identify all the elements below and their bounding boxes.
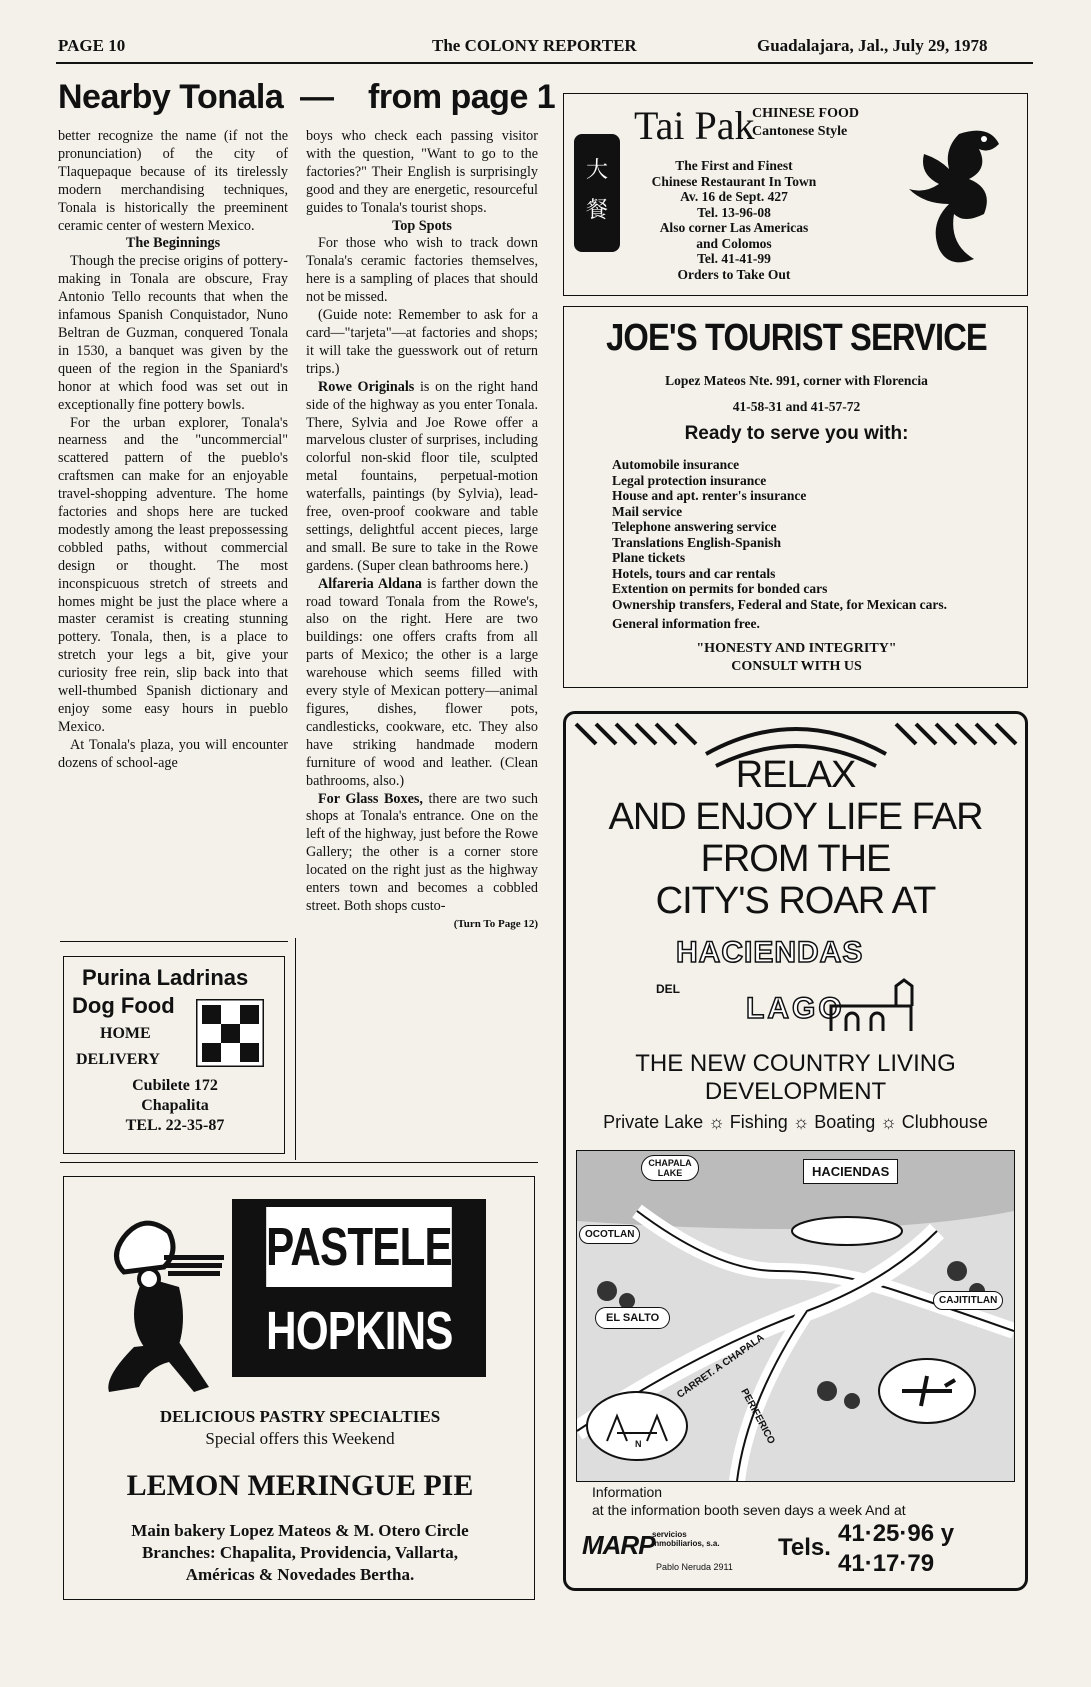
paragraph: Though the precise origins of pottery-making in Tonala are obscure, Fray Antonio Tello recounts that when the infamous Spanish Conquistador, Nuno Beltran de Guzman, conquered Tonala in 1530, a banquet was given by the queen of the region in the Spaniard's honor at which food was set out in exceptionally fine pottery bowls.: [58, 253, 288, 413]
lead-in: Rowe Originals: [318, 378, 415, 395]
pasteles-branches-2: Américas & Novedades Bertha.: [185, 1565, 415, 1584]
tel-1: 41·25·96 y: [838, 1520, 955, 1547]
article-column-2: [306, 128, 538, 934]
joes-consult: CONSULT WITH US: [731, 659, 862, 674]
map-label-carretera: CARRET. A CHAPALA: [675, 1332, 767, 1401]
taipak-line: Also corner Las Americas: [659, 220, 809, 235]
area-map: [576, 1150, 1015, 1482]
service-item: Ownership transfers, Federal and State, for Mexican cars.: [612, 596, 947, 612]
taipak-name: Tai Pak: [634, 103, 755, 148]
taipak-line: Av. 16 de Sept. 427: [680, 189, 788, 204]
joes-ad: [563, 306, 1028, 688]
service-item: Telephone answering service: [612, 519, 777, 534]
haciendas-ad: [563, 711, 1028, 1591]
subhead: The Beginnings: [125, 235, 221, 252]
joes-address: Lopez Mateos Nte. 991, corner with Florencia: [665, 373, 928, 388]
service-item: Automobile insurance: [612, 457, 740, 472]
taipak-line: Tel. 13-96-08: [697, 204, 771, 220]
marp-address: Pablo Neruda 2911: [656, 1562, 733, 1572]
purina-title: Purina Ladrinas: [82, 965, 249, 990]
service-item: Translations English-Spanish: [612, 534, 781, 550]
map-label-cajititlan: CAJITITLAN: [933, 1291, 1003, 1310]
joes-phones: 41-58-31 and 41-57-72: [732, 399, 861, 414]
paragraph: [306, 379, 538, 576]
lead-in: For Glass Boxes,: [318, 790, 423, 807]
section-rule: [60, 1162, 538, 1163]
paragraph: At Tonala's plaza, you will encounter dozens of school-age: [58, 736, 288, 771]
paragraph: [306, 576, 538, 791]
lemon-pie-title: LEMON MERINGUE PIE: [126, 1469, 474, 1502]
map-label-chapala: CHAPALA LAKE: [641, 1155, 699, 1181]
jump-line: (Turn To Page 12): [453, 917, 538, 930]
service-item: Extention on permits for bonded cars: [612, 581, 828, 596]
joes-title: JOE'S TOURIST SERVICE: [606, 317, 987, 359]
headline-line: FROM THE: [700, 838, 891, 880]
taipak-line: and Colomos: [696, 235, 772, 251]
paragraph-text: is farther down the road toward Tonala from the Rowe's, also on the right. Here are two buildings: one offers crafts from all parts of Mexico; the other is a large warehouse which seems filled with every style of Mexican pottery—animal figures, dishes, flower pots, candlesticks, cookware, etc. They also have striking handmade modern furniture of wood and leather. (Clean bathrooms, also.): [306, 575, 538, 789]
column-divider: [295, 938, 296, 1160]
subhead: Top Spots: [392, 217, 452, 234]
paragraph-text: is on the right hand side of the highway as you enter Tonala. There, Sylvia and Joe Rowe offer a marvelous cluster of surprises, including colorful non-skid floor tile, sculpted metal fountains, perpetual-motion waterfalls, paintings (by Sylvia), lead-free, oven-proof cookware and table settings, delightful accent pieces, large and small. Be sure to take in the Rowe gardens. (Super clean bathrooms here.): [306, 378, 539, 574]
purina-delivery: DELIVERY: [76, 1051, 160, 1068]
checkerboard-logo-icon: [196, 999, 264, 1067]
service-item: House and apt. renter's insurance: [612, 488, 807, 503]
article-column-1: [58, 128, 288, 773]
logo-del: DEL: [656, 982, 680, 996]
map-logo-haciendas: HACIENDAS: [803, 1159, 898, 1184]
logo-haciendas: HACIENDAS: [676, 936, 864, 969]
service-item: General information free.: [612, 616, 760, 631]
logo-lago: LAGO: [746, 992, 845, 1025]
pasteles-branches: Branches: Chapalita, Providencia, Vallarta,: [141, 1543, 459, 1562]
haciendas-subtitle: [566, 1050, 1025, 1106]
subtitle-line: DEVELOPMENT: [704, 1078, 887, 1105]
headline-line: CITY'S ROAR AT: [655, 880, 936, 922]
joes-services-list: [612, 457, 1002, 632]
relax-headline: [566, 754, 1025, 922]
joes-ready: Ready to serve you with:: [684, 423, 909, 444]
pasteles-bakery: Main bakery Lopez Mateos & M. Otero Circle: [131, 1521, 469, 1540]
dateline: Guadalajara, Jal., July 29, 1978: [757, 36, 988, 55]
hacienda-arches-icon: [826, 976, 916, 1036]
tel-2: 41·17·79: [838, 1550, 935, 1577]
page-number: PAGE 10: [58, 36, 126, 55]
paragraph: (Guide note: Remember to ask for a card—"tarjeta"—at factories and shops; it will take the guesswork out of return trips.): [306, 307, 538, 377]
hopkins-title: HOPKINS: [266, 1301, 453, 1361]
pasteles-offers: Special offers this Weekend: [205, 1429, 395, 1448]
haciendas-logo: [656, 936, 916, 1046]
marp-subtitle: servicios inmobiliarios, s.a.: [652, 1530, 720, 1548]
map-label-ocotlan: OCOTLAN: [579, 1225, 640, 1244]
service-item: Legal protection insurance: [612, 472, 767, 488]
info-text: at the information booth seven days a week And at: [592, 1502, 906, 1518]
pasteles-specialties: DELICIOUS PASTRY SPECIALTIES: [159, 1407, 441, 1426]
taipak-line: Tel. 41-41-99: [697, 251, 771, 266]
chinese-seal-icon: 大 餐: [574, 134, 620, 252]
subtitle-line: THE NEW COUNTRY LIVING: [635, 1050, 956, 1077]
headline-line: RELAX: [735, 754, 856, 796]
lead-in: Alfareria Aldana: [318, 575, 423, 592]
pasteles-ad: [63, 1176, 535, 1600]
paragraph-text: there are two such shops at Tonala's entrance. One on the left of the highway, just before the Rowe Gallery; the other is a corner store located on the right just as the highway enters town and becomes a cobbled street. Both shops custo-: [306, 790, 538, 914]
marp-logo: MARP: [582, 1530, 655, 1560]
header-rule: [56, 62, 1033, 64]
purina-subtitle: Dog Food: [72, 993, 175, 1018]
dragon-icon: [889, 114, 1019, 274]
taipak-details: [624, 158, 844, 282]
haciendas-amenities: Private Lake ☼ Fishing ☼ Boating ☼ Clubhouse: [603, 1112, 988, 1132]
taipak-line: Chinese Restaurant In Town: [651, 173, 817, 189]
paragraph: better recognize the name (if not the pronunciation) of the city of Tlaquepaque because of its tirelessly modern merchandising techniques, Tonala is historically the preeminent ceramic center of western Mexico.: [58, 128, 288, 234]
tels-label: Tels.: [778, 1534, 831, 1561]
paragraph: For those who wish to track down Tonala's ceramic factories themselves, here is a sampling of places that should not be missed.: [306, 235, 538, 306]
info-label: Information: [592, 1484, 663, 1500]
map-label-north: N: [635, 1439, 642, 1449]
service-item: Hotels, tours and car rentals: [612, 565, 776, 581]
pasteles-title: PASTELES: [266, 1207, 452, 1287]
taipak-style: Cantonese Style: [752, 124, 848, 139]
paragraph: [306, 791, 538, 916]
service-item: Mail service: [612, 503, 683, 519]
taipak-line: The First and Finest: [675, 158, 793, 173]
taipak-food: CHINESE FOOD: [752, 106, 859, 121]
map-label-periferico: PERIFERICO: [738, 1386, 777, 1447]
paragraph: For the urban explorer, Tonala's nearness and the "uncommercial" scattered pattern of the pueblo's craftsmen can make for an enjoyable travel-shopping adventure. The home factories and shops here are tucked modestly among the least prepossessing cobbled paths, without commercial design or thought. The most inconspicuous stretch of streets and homes might be just the place where a master ceramist is creating stunning pottery. Tonala, then, is a place to stretch your legs a bit, give your curiosity free rein, slip back into that well-thumbed Spanish dictionary and enjoy some easy hours in pueblo Mexico.: [58, 414, 288, 735]
headline-dash: —: [300, 78, 334, 116]
taipak-line: Orders to Take Out: [677, 266, 791, 282]
paper-name: The COLONY REPORTER: [432, 36, 637, 55]
taipak-ad: [563, 93, 1028, 296]
headline-left: Nearby Tonala: [58, 78, 284, 116]
purina-town: Chapalita: [141, 1097, 209, 1114]
joes-motto: "HONESTY AND INTEGRITY": [696, 641, 897, 656]
paragraph: boys who check each passing visitor with the question, "Want to go to the factories?" Their English is surprisingly good and they are energetic, resourceful guides to Tonala's tourist shops.: [306, 128, 538, 216]
purina-tel: TEL. 22-35-87: [125, 1117, 225, 1134]
headline-line: AND ENJOY LIFE FAR: [608, 796, 983, 838]
purina-home: HOME: [100, 1025, 151, 1042]
service-item: Plane tickets: [612, 550, 686, 565]
purina-address: Cubilete 172: [132, 1077, 218, 1094]
map-label-el-salto: EL SALTO: [595, 1307, 670, 1329]
headline-right: from page 1: [368, 78, 556, 116]
pastry-chef-icon: [94, 1217, 234, 1397]
column-rule: [60, 941, 288, 942]
purina-ad: [63, 956, 285, 1154]
